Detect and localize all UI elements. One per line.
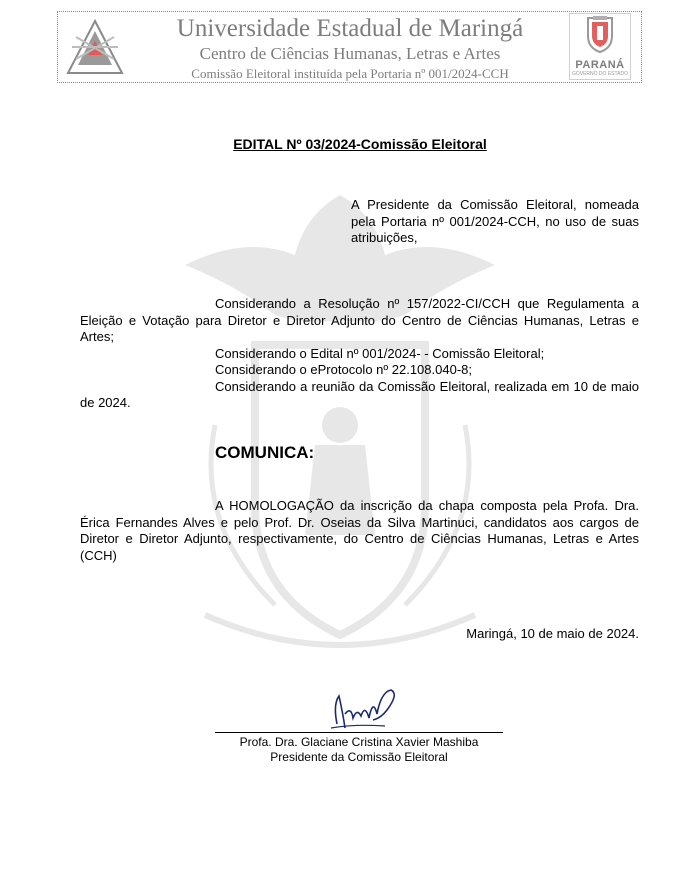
considerando-item: Considerando a Resolução nº 157/2022-CI/CCH que Regulamenta a Eleição e Votação para Diretor e Diretor Adjunto do Centro de Ciências Humanas, Letras e Artes; <box>80 296 639 344</box>
uem-logo-icon <box>64 17 126 79</box>
homologacao-paragraph: A HOMOLOGAÇÃO da inscrição da chapa composta pela Profa. Dra. Érica Fernandes Alves e pelo Prof. Dr. Oseias da Silva Martinuci, candidatos aos cargos de Diretor e Diretor Adjunto, respectivamente, do Centro de Ciências Humanas, Letras e Artes (CCH) <box>80 498 639 563</box>
comunica-heading: COMUNICA: <box>215 443 315 462</box>
university-name: Universidade Estadual de Maringá <box>176 15 524 42</box>
considerando-item: Considerando o Edital nº 001/2024- - Comissão Eleitoral; <box>215 345 545 361</box>
coat-of-arms-watermark-icon <box>175 175 505 675</box>
considerandos-block <box>80 296 639 412</box>
signatory-block <box>215 735 503 765</box>
parana-shield-icon <box>583 14 617 54</box>
parana-logo <box>569 13 631 80</box>
letterhead <box>57 11 642 83</box>
parana-logo-subtext: GOVERNO DO ESTADO <box>571 71 629 77</box>
document-title: EDITAL Nº 03/2024-Comissão Eleitoral <box>233 136 487 152</box>
intro-paragraph: A Presidente da Comissão Eleitoral, nomeada pela Portaria nº 001/2024-CCH, no uso de suas atribuições, <box>351 197 639 245</box>
signatory-role: Presidente da Comissão Eleitoral <box>270 750 448 764</box>
considerando-item: Considerando a reunião da Comissão Eleitoral, realizada em 10 de maio de 2024. <box>80 378 639 410</box>
signature-line <box>215 732 503 733</box>
signature-icon <box>325 684 405 734</box>
comissao-subtitle: Comissão Eleitoral instituída pela Portaria nº 001/2024-CCH <box>191 66 509 81</box>
letterhead-text <box>130 12 570 82</box>
signatory-name: Profa. Dra. Glaciane Cristina Xavier Mashiba <box>239 735 479 749</box>
centro-name: Centro de Ciências Humanas, Letras e Artes <box>199 44 501 63</box>
homologacao-block <box>80 498 639 564</box>
date-line: Maringá, 10 de maio de 2024. <box>466 626 639 641</box>
parana-logo-text: PARANÁ <box>575 59 625 71</box>
considerando-item: Considerando o eProtocolo nº 22.108.040-8; <box>215 362 472 377</box>
